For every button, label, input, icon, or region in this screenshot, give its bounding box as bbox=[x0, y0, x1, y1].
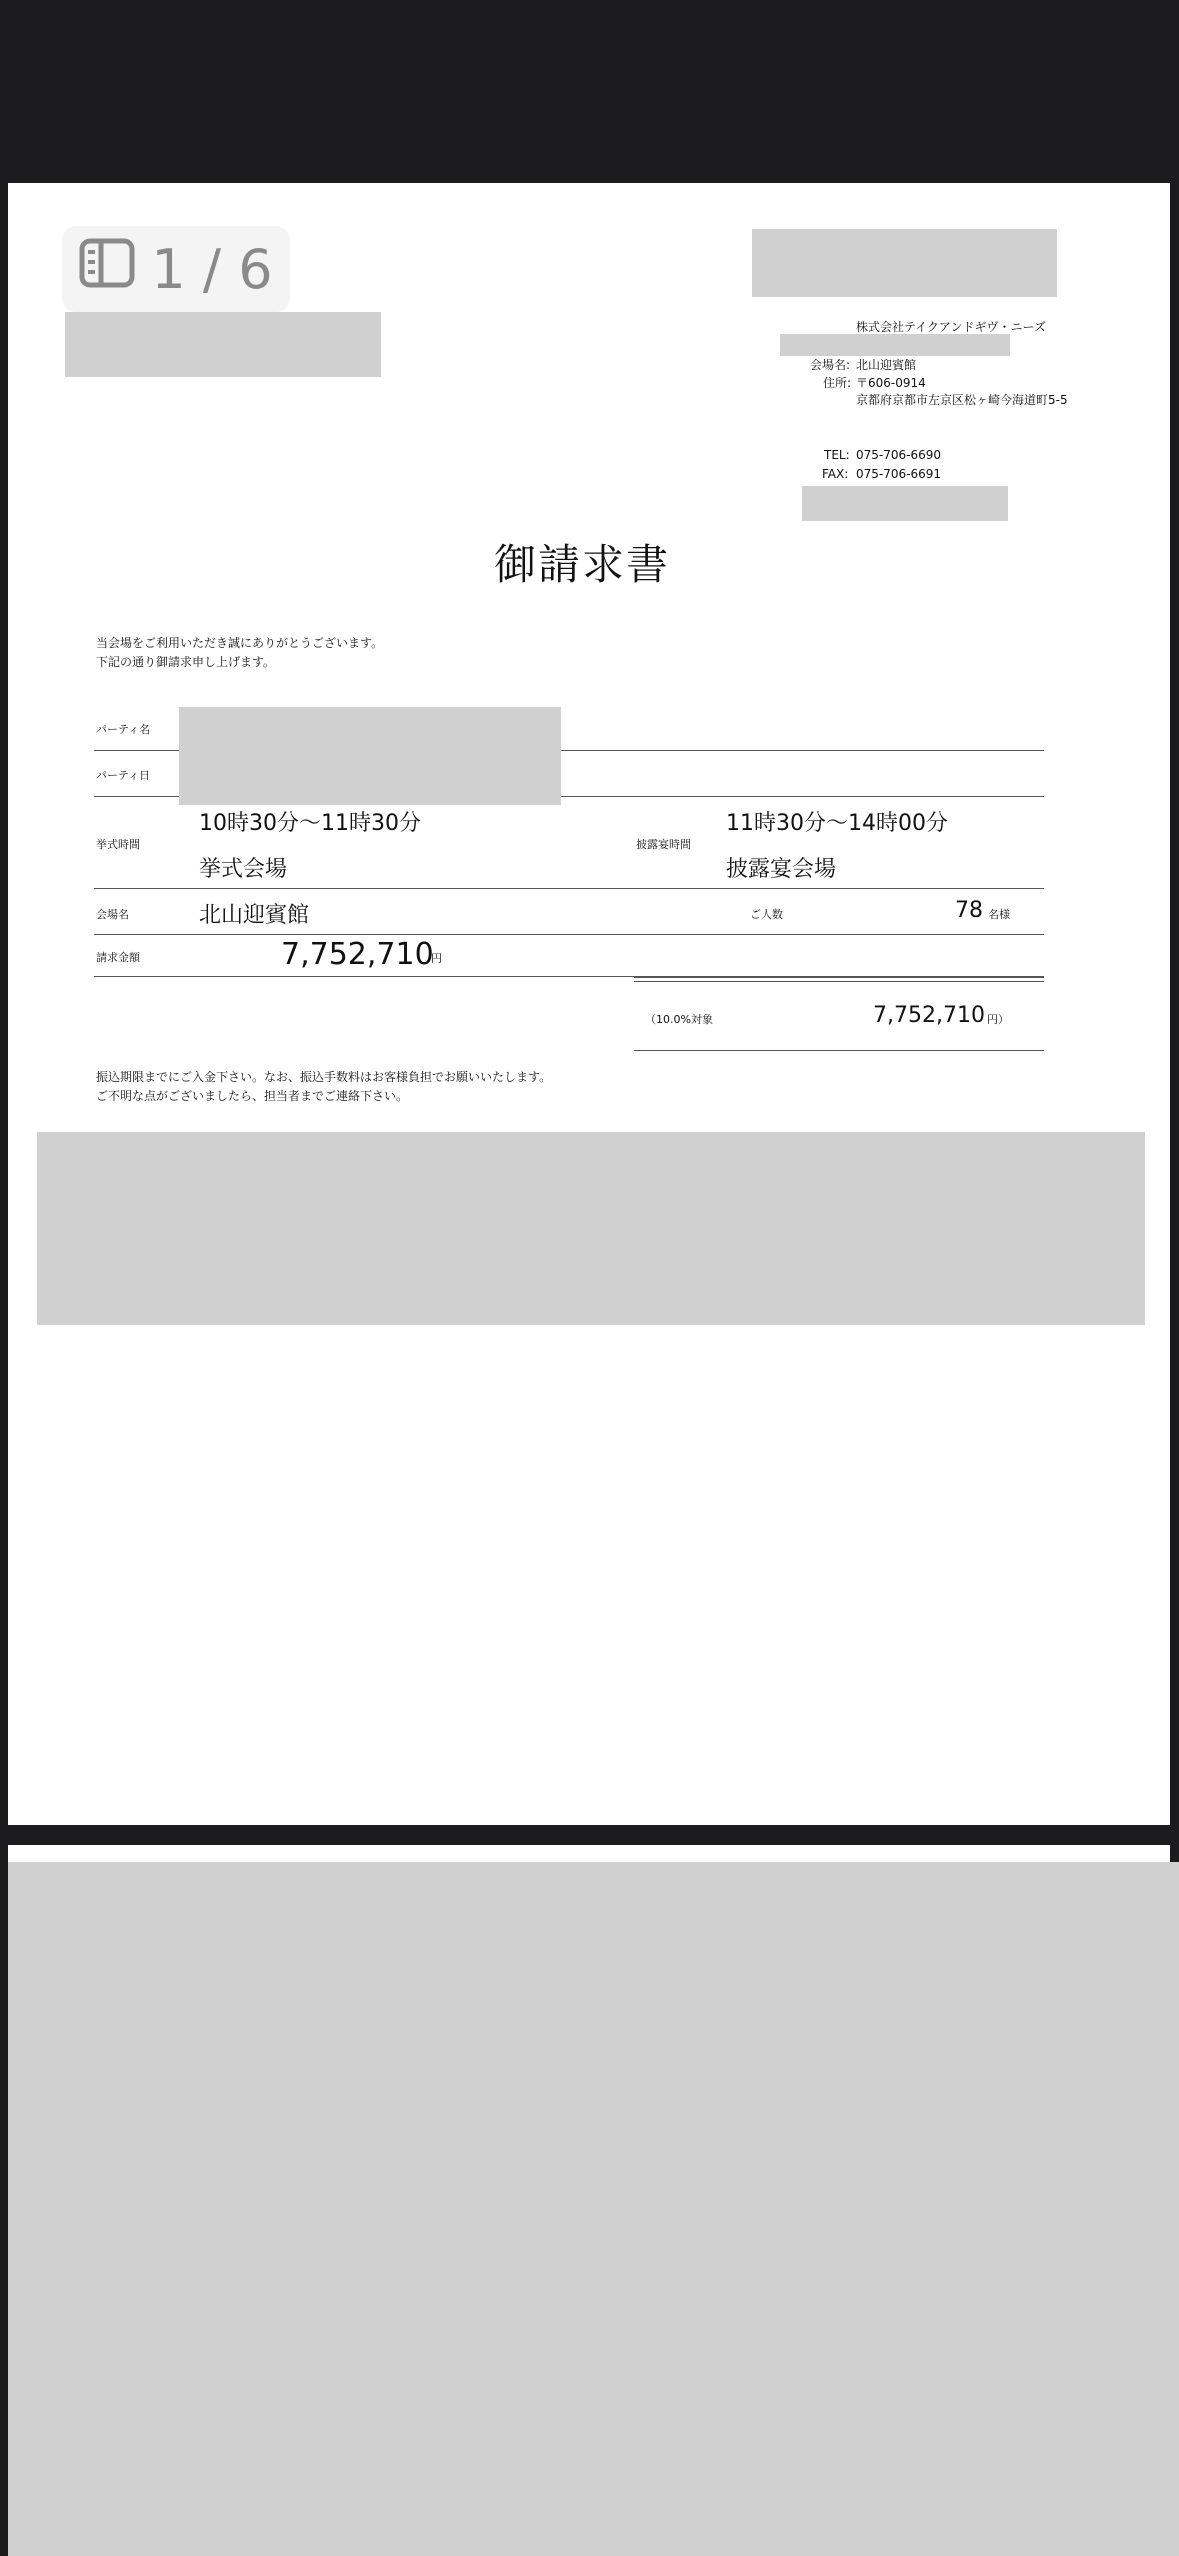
document-page-1 bbox=[8, 183, 1170, 1825]
tax-box-top bbox=[634, 977, 1044, 978]
issuer-fax: 075-706-6691 bbox=[856, 467, 942, 481]
redacted-logo bbox=[752, 229, 1057, 297]
issuer-postal: 〒606-0914 bbox=[856, 376, 926, 390]
guests-count: 78 bbox=[955, 898, 983, 923]
reception-time: 11時30分～14時00分 bbox=[726, 811, 948, 836]
party-date-label: パーティ日 bbox=[96, 769, 151, 782]
ceremony-time-label: 挙式時間 bbox=[96, 838, 140, 851]
issuer-tel: 075-706-6690 bbox=[856, 448, 942, 462]
venue-label: 会場名: bbox=[810, 358, 851, 372]
page-number-label: 1 / 6 bbox=[151, 237, 273, 301]
greeting-line-2: 下記の通り御請求申し上げます。 bbox=[96, 655, 276, 669]
tax-amount: 7,752,710 bbox=[873, 1003, 985, 1028]
reception-time-label: 披露宴時間 bbox=[636, 838, 691, 851]
redacted-block bbox=[780, 334, 1010, 356]
greeting-line-1: 当会場をご利用いただき誠にありがとうございます。 bbox=[96, 636, 384, 650]
amount-label: 請求金額 bbox=[96, 951, 140, 964]
address-label: 住所: bbox=[823, 376, 852, 390]
guests-label: ご人数 bbox=[750, 908, 783, 921]
note-line-2: ご不明な点がございましたら、担当者までご連絡下さい。 bbox=[96, 1089, 409, 1103]
tax-unit: 円） bbox=[987, 1013, 1009, 1026]
redacted-bank-info bbox=[37, 1132, 1145, 1325]
document-title: 御請求書 bbox=[494, 540, 671, 589]
row-divider bbox=[94, 888, 1044, 889]
venue-name: 北山迎賓館 bbox=[199, 903, 310, 928]
ceremony-time: 10時30分～11時30分 bbox=[199, 811, 421, 836]
guests-unit: 名様 bbox=[988, 908, 1010, 921]
redacted-page-2 bbox=[8, 1862, 1179, 2556]
issuer-venue: 北山迎賓館 bbox=[856, 358, 917, 372]
amount-unit: 円 bbox=[431, 952, 442, 965]
tax-label: （10.0%対象 bbox=[645, 1013, 713, 1026]
tel-label: TEL: bbox=[824, 448, 850, 462]
issuer-company: 株式会社テイクアンドギヴ・ニーズ bbox=[856, 320, 1046, 334]
tax-box-bottom bbox=[634, 1050, 1044, 1051]
row-divider bbox=[94, 934, 1044, 935]
redacted-block bbox=[65, 312, 381, 377]
page-indicator[interactable] bbox=[62, 226, 290, 312]
venue-name-label: 会場名 bbox=[96, 908, 129, 921]
tax-box-top-double bbox=[634, 981, 1044, 982]
fax-label: FAX: bbox=[822, 467, 849, 481]
note-line-1: 振込期限までにご入金下さい。なお、振込手数料はお客様負担でお願いいたします。 bbox=[96, 1070, 552, 1084]
issuer-address: 京都府京都市左京区松ヶ崎今海道町5-5 bbox=[856, 393, 1068, 407]
redacted-party-info bbox=[179, 707, 561, 805]
reception-venue: 披露宴会場 bbox=[726, 857, 837, 882]
redacted-stamp bbox=[802, 486, 1008, 521]
amount-value: 7,752,710 bbox=[281, 937, 434, 972]
ceremony-venue: 挙式会場 bbox=[199, 857, 288, 882]
party-name-label: パーティ名 bbox=[96, 723, 151, 736]
sidebar-toggle-icon[interactable] bbox=[79, 238, 135, 301]
